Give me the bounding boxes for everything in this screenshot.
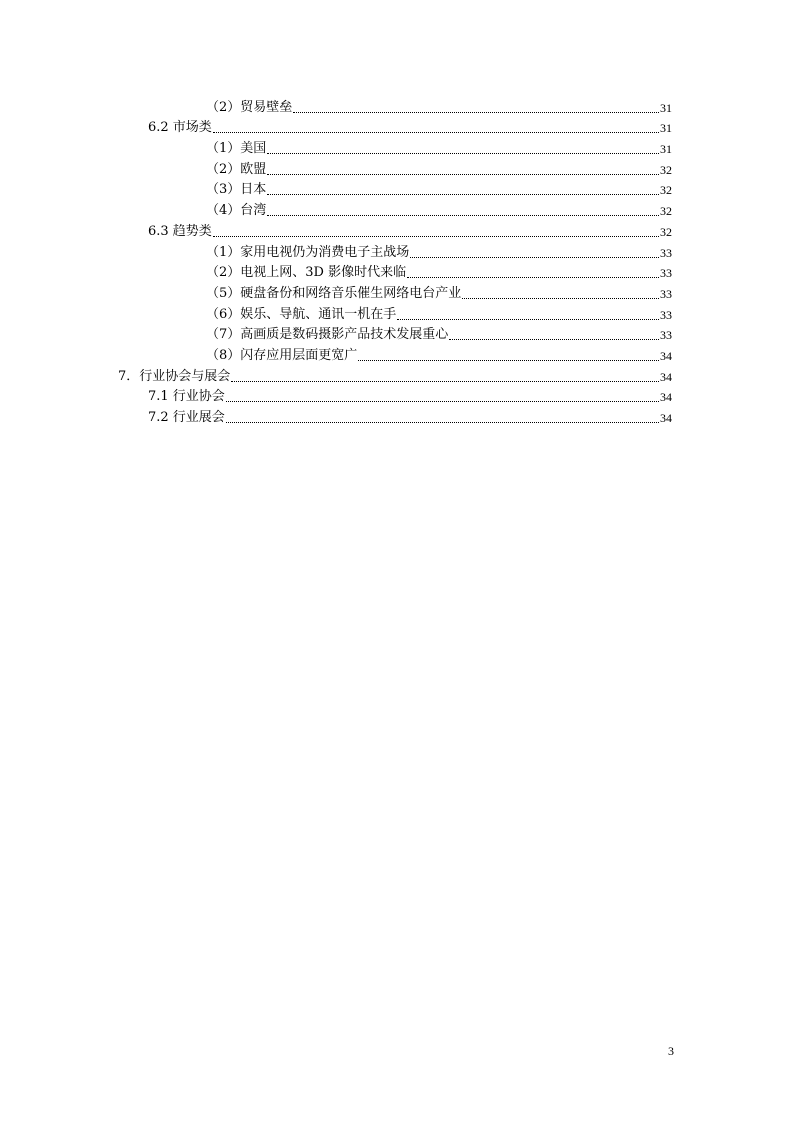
toc-entry-label: （2）电视上网、3D 影像时代来临 bbox=[206, 263, 407, 283]
toc-entry-label: （4）台湾 bbox=[206, 201, 267, 221]
dot-leader bbox=[397, 319, 659, 320]
toc-entry-page: 32 bbox=[660, 162, 672, 177]
dot-leader bbox=[449, 339, 659, 340]
toc-entry-label: （6）娱乐、导航、通讯一机在手 bbox=[206, 305, 397, 325]
dot-leader bbox=[462, 298, 659, 299]
toc-entry-label: （1）家用电视仍为消费电子主战场 bbox=[206, 243, 410, 263]
toc-entry-label: 7.2 行业展会 bbox=[148, 408, 226, 428]
dot-leader bbox=[407, 277, 659, 278]
dot-leader bbox=[293, 112, 659, 113]
toc-entry[interactable] bbox=[206, 138, 672, 159]
toc-entry[interactable] bbox=[206, 200, 672, 221]
dot-leader bbox=[267, 174, 659, 175]
toc-entry-label: 7．行业协会与展会 bbox=[118, 367, 231, 387]
toc-entry-label: （2）贸易壁垒 bbox=[206, 98, 293, 118]
toc-entry-page: 34 bbox=[660, 369, 672, 384]
dot-leader bbox=[226, 401, 659, 402]
toc-entry-label: （7）高画质是数码摄影产品技术发展重心 bbox=[206, 325, 449, 345]
toc-entry-page: 34 bbox=[660, 411, 672, 425]
toc-entry[interactable] bbox=[148, 221, 672, 242]
toc-entry[interactable] bbox=[206, 180, 672, 201]
toc-entry-page: 33 bbox=[660, 307, 672, 322]
toc-entry-label: 6.2 市场类 bbox=[148, 118, 213, 138]
dot-leader bbox=[213, 236, 659, 237]
dot-leader bbox=[267, 194, 659, 195]
toc-entry[interactable] bbox=[206, 325, 672, 346]
toc-entry-label: （1）美国 bbox=[206, 139, 267, 159]
toc-entry-page: 33 bbox=[660, 286, 672, 301]
toc-entry-label: （3）日本 bbox=[206, 180, 267, 200]
toc-entry-page: 34 bbox=[660, 390, 672, 405]
toc-entry-page: 33 bbox=[660, 245, 672, 260]
toc-entry-label: （8）闪存应用层面更宽广 bbox=[206, 346, 358, 366]
toc-entry[interactable] bbox=[206, 263, 672, 284]
toc-entry[interactable] bbox=[206, 283, 672, 304]
toc-entry-page: 32 bbox=[660, 224, 672, 239]
toc-entry[interactable] bbox=[206, 159, 672, 180]
toc-entry[interactable] bbox=[118, 366, 672, 387]
page-number: 3 bbox=[668, 1044, 674, 1058]
toc-entry-page: 31 bbox=[660, 142, 672, 157]
dot-leader bbox=[267, 215, 659, 216]
dot-leader bbox=[226, 422, 659, 423]
dot-leader bbox=[213, 132, 659, 133]
table-of-contents bbox=[0, 97, 794, 428]
toc-entry-page: 31 bbox=[660, 100, 672, 115]
toc-entry-page: 32 bbox=[660, 204, 672, 219]
toc-entry[interactable] bbox=[148, 387, 672, 408]
dot-leader bbox=[267, 153, 659, 154]
toc-entry-label: 7.1 行业协会 bbox=[148, 387, 226, 407]
toc-entry-label: （2）欧盟 bbox=[206, 160, 267, 180]
toc-entry-page: 32 bbox=[660, 183, 672, 198]
toc-entry[interactable] bbox=[206, 304, 672, 325]
toc-entry-page: 34 bbox=[660, 348, 672, 363]
toc-entry[interactable] bbox=[206, 345, 672, 366]
toc-entry-page: 33 bbox=[660, 328, 672, 343]
toc-entry[interactable] bbox=[206, 97, 672, 118]
toc-entry-label: 6.3 趋势类 bbox=[148, 222, 213, 242]
dot-leader bbox=[410, 257, 659, 258]
toc-entry-page: 31 bbox=[660, 121, 672, 136]
toc-entry-label: （5）硬盘备份和网络音乐催生网络电台产业 bbox=[206, 284, 462, 304]
toc-entry[interactable] bbox=[148, 118, 672, 139]
dot-leader bbox=[358, 360, 659, 361]
toc-entry-page: 33 bbox=[660, 266, 672, 281]
dot-leader bbox=[231, 381, 659, 382]
toc-entry[interactable] bbox=[206, 242, 672, 263]
toc-entry[interactable] bbox=[148, 407, 672, 428]
